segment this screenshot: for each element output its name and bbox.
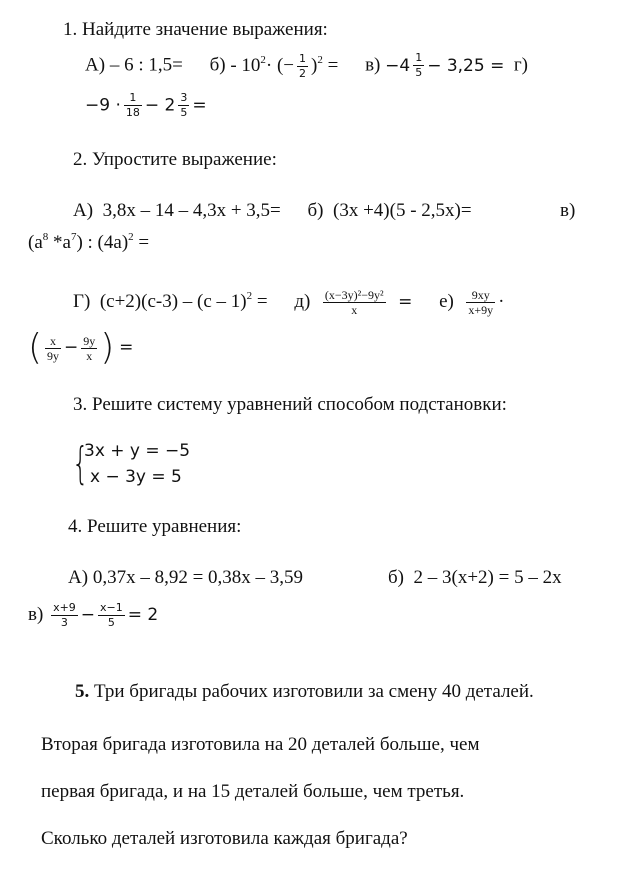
task4-v-expr: $\frac{x+9}{3}$ − $\frac{x-1}{5}$ = 2 bbox=[53, 601, 159, 629]
task2-e-label: е) bbox=[439, 290, 454, 312]
task2-e-expr: $\frac{9xy}{x+9y}$ · bbox=[468, 288, 505, 317]
task2-d-expr: $\frac{\text{(x−3y)²−9y²}}{x}$ = bbox=[324, 288, 413, 317]
task2-v-expr: ($a^8$ $*a^7$) : $(4a)^2$ = bbox=[28, 231, 150, 253]
task2-line1 bbox=[73, 199, 472, 223]
task5-line1: 5. Три бригады рабочих изготовили за смену 40 деталей. bbox=[75, 681, 534, 702]
task2-d-label: д) bbox=[294, 290, 311, 312]
task1-line1 bbox=[85, 51, 528, 81]
task2-line3 bbox=[73, 288, 504, 317]
task4-v-label: в) bbox=[28, 603, 44, 625]
task2-a-expr: 3,8х – 14 – 4,3х + 3,5= bbox=[102, 200, 281, 221]
task4-a-label: А) bbox=[68, 567, 89, 588]
task2-g-expr: (c+2)(c-3) – (c – 1)$^2$ = bbox=[99, 289, 268, 312]
task1-v-label: в) bbox=[365, 54, 381, 76]
task2-b-expr: (3х +4)(5 - 2,5х)= bbox=[333, 200, 472, 221]
task4-b-expr: 2 – 3(х+2) = 5 – 2х bbox=[413, 567, 562, 588]
task5-line3: первая бригада, и на 15 деталей больше, чем третья. bbox=[41, 781, 465, 802]
task5-line4: Сколько деталей изготовила каждая бригада? bbox=[41, 828, 408, 849]
task1-a-label: А) bbox=[85, 54, 106, 76]
task2-g-label: Г) bbox=[73, 290, 91, 312]
task2-v-label: в) bbox=[560, 200, 576, 221]
task4-line2 bbox=[28, 601, 158, 630]
task1-title: 1. Найдите значение выражения: bbox=[63, 19, 328, 40]
task3-eq1: 3x + y = −5 bbox=[84, 441, 191, 461]
task2-b-label: б) bbox=[307, 200, 324, 221]
task2-title: 2. Упростите выражение: bbox=[73, 149, 277, 170]
task5-line2: Вторая бригада изготовила на 20 деталей больше, чем bbox=[41, 734, 480, 755]
task2-e-expr-cont: ( $\frac{x}{9y}$ − $\frac{9y}{x}$ ) = bbox=[28, 327, 134, 368]
task3-eq2: x − 3y = 5 bbox=[90, 467, 182, 487]
task4-title: 4. Решите уравнения: bbox=[68, 516, 242, 537]
task1-b-expr: - $10^2\cdot$ (− $\frac{1}{2}$ )$^2$ = bbox=[230, 51, 339, 80]
task3-title: 3. Решите систему уравнений способом подстановки: bbox=[73, 394, 507, 415]
system-brace: { bbox=[72, 438, 89, 489]
task1-v-expr: −4 $\frac{1}{5}$ − 3,25 = bbox=[385, 51, 505, 79]
task1-b-label: б) bbox=[209, 54, 226, 76]
task4-a-expr: 0,37х – 8,92 = 0,38х – 3,59 bbox=[92, 567, 304, 588]
task4-line1 bbox=[68, 566, 303, 590]
task1-a-expr: – 6 : 1,5= bbox=[109, 54, 183, 76]
task4-line1-b bbox=[388, 566, 562, 590]
task1-g-expr: −9 · $\frac{1}{18}$ − 2 $\frac{3}{5}$ = bbox=[85, 91, 207, 119]
task2-a-label: А) bbox=[73, 200, 94, 221]
task4-b-label: б) bbox=[388, 567, 404, 588]
task1-g-label: г) bbox=[513, 54, 528, 76]
